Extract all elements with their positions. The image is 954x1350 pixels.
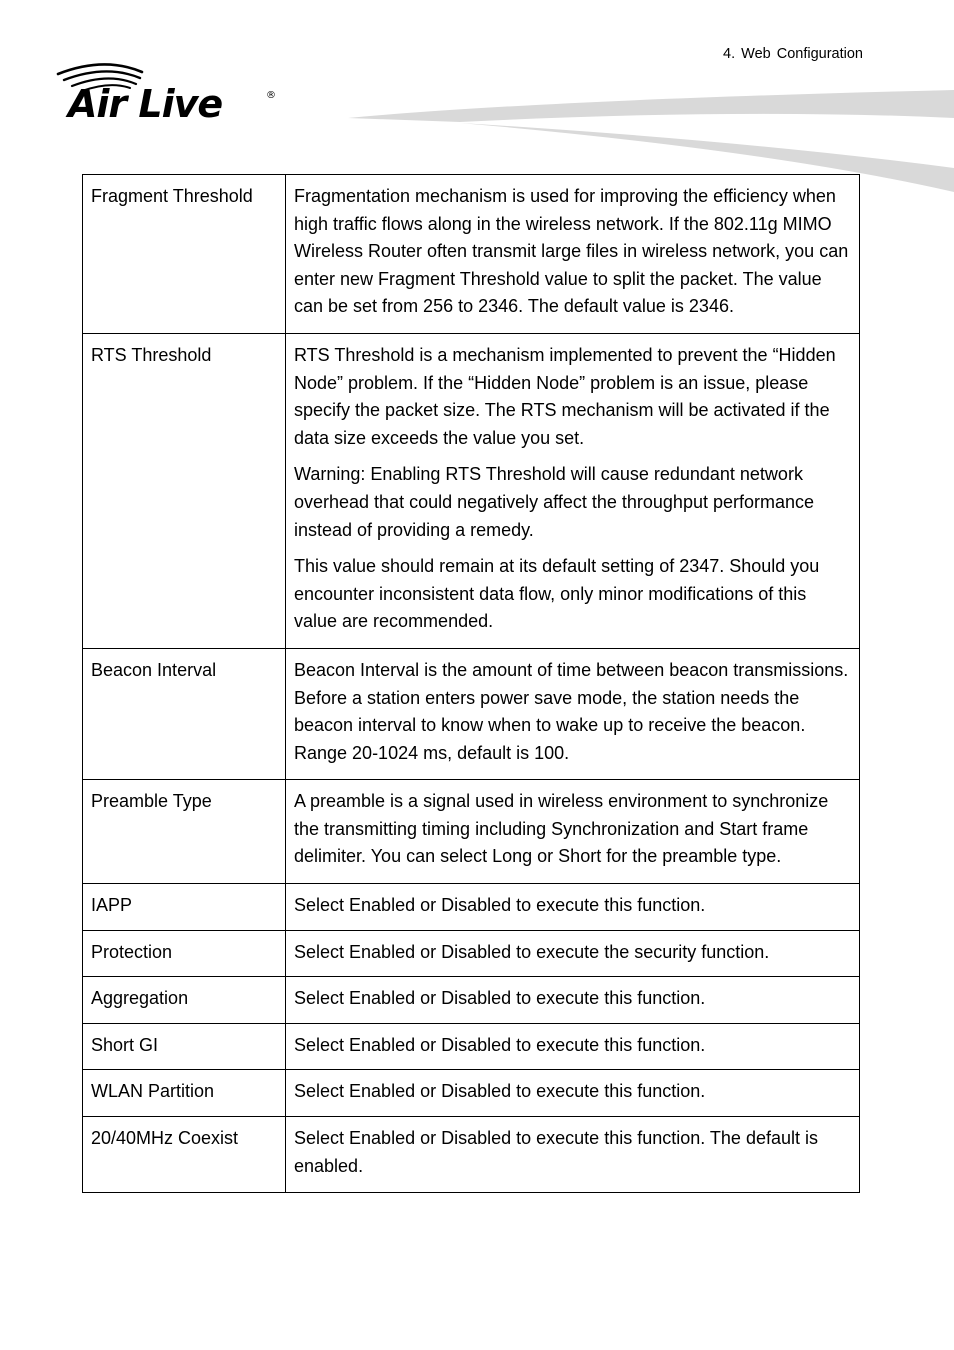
setting-description — [286, 1023, 860, 1070]
setting-description — [286, 884, 860, 931]
table-row — [83, 1070, 860, 1117]
description-paragraph: Select Enabled or Disabled to execute the security function. — [294, 941, 770, 962]
setting-description — [286, 175, 860, 334]
setting-name: RTS Threshold — [83, 333, 286, 648]
table-row — [83, 930, 860, 977]
description-paragraph: RTS Threshold is a mechanism implemented to prevent the “Hidden Node” problem. If the “Hidden Node” problem is an issue, please specify the packet size. The RTS mechanism will be activated if the data size exceeds the value you set. — [294, 344, 836, 448]
section-title: 4. Web Configuration — [723, 46, 863, 62]
description-paragraph: Beacon Interval is the amount of time between beacon transmissions. Before a station enters power save mode, the station needs the beacon interval to know when to wake up to receive the beacon. Range 20-1024 ms, default is 100. — [294, 659, 849, 763]
setting-name: Fragment Threshold — [83, 175, 286, 334]
setting-name: WLAN Partition — [83, 1070, 286, 1117]
setting-name: 20/40MHz Coexist — [83, 1117, 286, 1193]
table-row — [83, 780, 860, 884]
table-row — [83, 648, 860, 779]
setting-description — [286, 930, 860, 977]
setting-name: Beacon Interval — [83, 648, 286, 779]
description-paragraph: Select Enabled or Disabled to execute this function. — [294, 1034, 706, 1055]
setting-name: Preamble Type — [83, 780, 286, 884]
description-paragraph: Select Enabled or Disabled to execute this function. The default is enabled. — [294, 1128, 818, 1176]
settings-description-table — [82, 174, 860, 1193]
table-row — [83, 1023, 860, 1070]
setting-description — [286, 1117, 860, 1193]
description-paragraph: Select Enabled or Disabled to execute this function. — [294, 1081, 706, 1102]
description-paragraph: Fragmentation mechanism is used for improving the efficiency when high traffic flows along in the wireless network. If the 802.11g MIMO Wireless Router often transmit large files in wireless network, you can enter new Fragment Threshold value to split the packet. The value can be set from 256 to 2346. The default value is 2346. — [294, 186, 849, 317]
description-paragraph: Select Enabled or Disabled to execute this function. — [294, 988, 706, 1009]
description-paragraph: A preamble is a signal used in wireless environment to synchronize the transmitting timing including Synchronization and Start frame delimiter. You can select Long or Short for the preamble type. — [294, 791, 829, 867]
svg-text:®: ® — [266, 90, 276, 101]
setting-description — [286, 780, 860, 884]
setting-description — [286, 977, 860, 1024]
description-paragraph: This value should remain at its default setting of 2347. Should you encounter inconsistent data flow, only minor modifications of this value are recommended. — [294, 556, 820, 632]
description-paragraph: Select Enabled or Disabled to execute this function. — [294, 895, 706, 916]
setting-description — [286, 648, 860, 779]
setting-name: IAPP — [83, 884, 286, 931]
setting-name: Aggregation — [83, 977, 286, 1024]
table-row — [83, 333, 860, 648]
table-row — [83, 175, 860, 334]
airlive-logo — [54, 60, 284, 126]
table-row — [83, 1117, 860, 1193]
warning-paragraph: Warning: Enabling RTS Threshold will cause redundant network overhead that could negatively affect the throughput performance instead of providing a remedy. — [294, 464, 815, 540]
svg-text:Air Live: Air Live — [68, 82, 223, 126]
setting-name: Protection — [83, 930, 286, 977]
setting-description — [286, 333, 860, 648]
table-row — [83, 884, 860, 931]
setting-description — [286, 1070, 860, 1117]
table-row — [83, 977, 860, 1024]
setting-name: Short GI — [83, 1023, 286, 1070]
